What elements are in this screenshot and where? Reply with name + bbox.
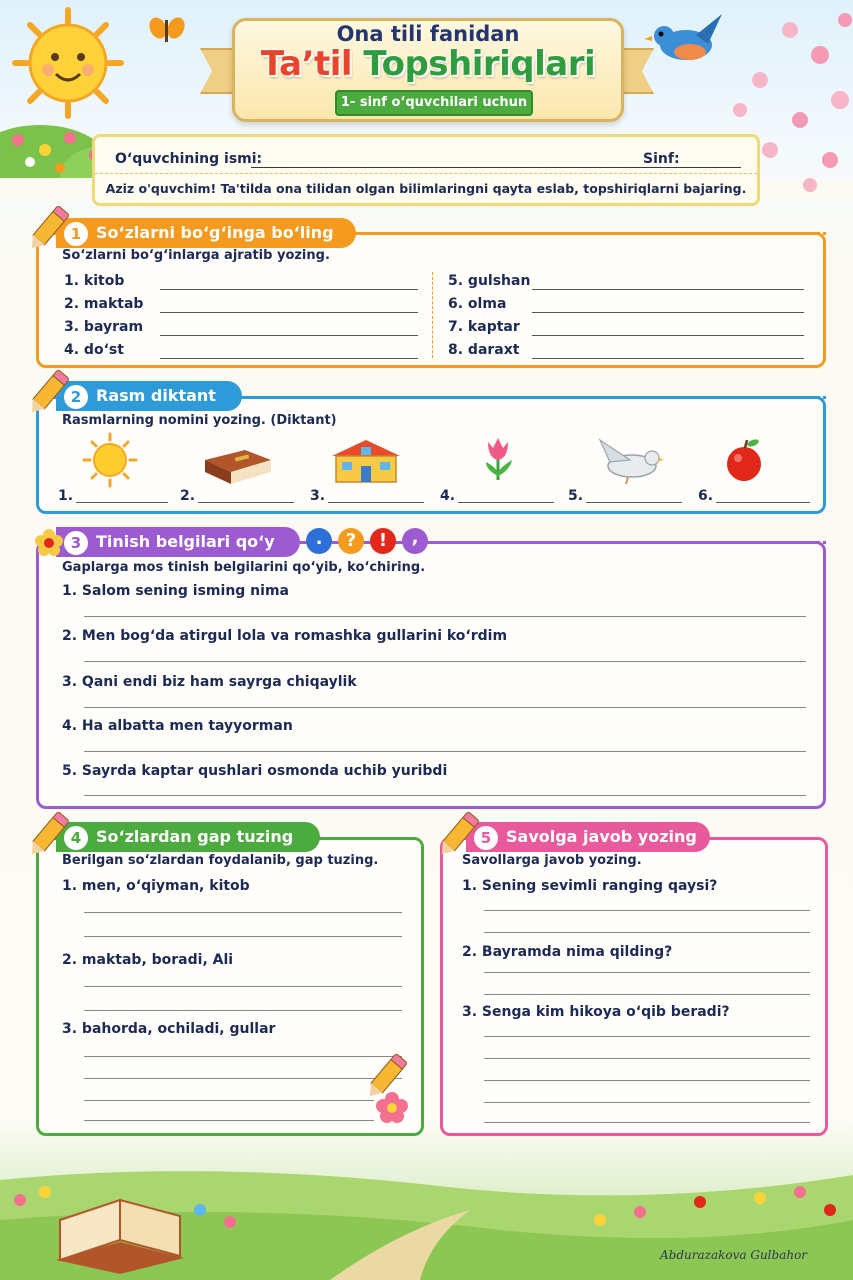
picture-label: 6. [698, 488, 714, 504]
section-4-title: So‘zlardan gap tuzing [96, 827, 294, 846]
word-item: 7. kaptar [448, 319, 520, 335]
answer-line[interactable] [484, 1080, 810, 1081]
section-5-instruction: Savollarga javob yozing. [462, 853, 642, 868]
word-item: 8. daraxt [448, 342, 520, 358]
section-1-instruction: So‘zlarni bo‘g‘inlarga ajratib yozing. [62, 248, 330, 263]
word-set-item: 3. bahorda, ochiladi, gullar [62, 1021, 276, 1037]
picture-row [60, 432, 820, 490]
answer-line[interactable] [484, 994, 810, 995]
question-item: 3. Senga kim hikoya o‘qib beradi? [462, 1004, 730, 1020]
section-2-title: Rasm diktant [96, 386, 216, 405]
section-5-number: 5 [474, 826, 498, 850]
word-item: 5. gulshan [448, 273, 531, 289]
word-set-item: 2. maktab, boradi, Ali [62, 952, 234, 968]
answer-line[interactable] [484, 1058, 810, 1059]
picture-label: 5. [568, 488, 584, 504]
section-1-number: 1 [64, 222, 88, 246]
answer-line[interactable] [84, 1100, 374, 1101]
section-3-tab [56, 527, 300, 557]
section-3-instruction: Gaplarga mos tinish belgilarini qo‘yib, ko‘chiring. [62, 560, 426, 575]
answer-line[interactable] [84, 751, 806, 752]
section-2-instruction: Rasmlarning nomini yozing. (Diktant) [62, 413, 337, 428]
answer-line[interactable] [484, 972, 810, 973]
section-4-tab [56, 822, 320, 852]
answer-line[interactable] [328, 502, 424, 503]
sentence-item: 2. Men bog‘da atirgul lola va romashka gullarini ko‘rdim [62, 628, 508, 644]
picture-label: 2. [180, 488, 196, 504]
section-2-number: 2 [64, 385, 88, 409]
bird-icon [644, 14, 722, 60]
answer-line[interactable] [586, 502, 682, 503]
tulip-icon [486, 438, 512, 480]
answer-line[interactable] [716, 502, 810, 503]
class-label: Sinf: [643, 151, 680, 167]
answer-line[interactable] [84, 661, 806, 662]
school-icon [332, 440, 400, 482]
answer-line[interactable] [198, 502, 294, 503]
period-mark: . [306, 528, 332, 554]
picture-label: 4. [440, 488, 456, 504]
picture-label: 3. [310, 488, 326, 504]
section-1-tab [56, 218, 356, 248]
word-item: 6. olma [448, 296, 507, 312]
butterfly-icon [146, 15, 188, 42]
answer-line[interactable] [84, 986, 402, 987]
section-3-title: Tinish belgilari qo‘y [96, 532, 275, 551]
student-name-line[interactable] [251, 167, 731, 168]
flower-icon [34, 528, 64, 558]
sun-icon [84, 434, 136, 486]
answer-line[interactable] [84, 1078, 402, 1079]
title-part-1: Ta’til [260, 44, 364, 84]
answer-line[interactable] [160, 289, 418, 290]
picture-label: 1. [58, 488, 74, 504]
grade-ribbon: 1- sinf o‘quvchilari uchun [335, 90, 533, 116]
column-divider [432, 272, 433, 358]
answer-line[interactable] [532, 358, 804, 359]
comma-mark: , [402, 528, 428, 554]
class-line[interactable] [691, 167, 741, 168]
section-2-tab [56, 381, 242, 411]
sentence-item: 1. Salom sening isming nima [62, 583, 289, 599]
student-name-label: O‘quvchining ismi: [115, 151, 263, 167]
answer-line[interactable] [484, 932, 810, 933]
answer-line[interactable] [160, 312, 418, 313]
book-icon [205, 450, 271, 484]
answer-line[interactable] [484, 1122, 810, 1123]
header-subtitle: Ona tili fanidan [336, 22, 520, 46]
author-signature: Abdurazakova Gulbahor [660, 1248, 808, 1262]
word-item: 3. bayram [64, 319, 144, 335]
section-3-number: 3 [64, 531, 88, 555]
answer-line[interactable] [532, 335, 804, 336]
exclamation-mark: ! [370, 528, 396, 554]
question-mark: ? [338, 528, 364, 554]
flower-icon [370, 1090, 414, 1126]
intro-text: Aziz o'quvchim! Ta'tilda ona tilidan olgan bilimlaringni qayta eslab, topshiriqlarni bajaring. [105, 181, 747, 196]
title-part-2: Topshiriqlari [363, 44, 596, 84]
answer-line[interactable] [160, 335, 418, 336]
question-item: 2. Bayramda nima qilding? [462, 944, 673, 960]
answer-line[interactable] [84, 936, 402, 937]
dove-icon [600, 440, 664, 484]
answer-line[interactable] [484, 1102, 810, 1103]
question-item: 1. Sening sevimli ranging qaysi? [462, 878, 718, 894]
answer-line[interactable] [84, 1010, 402, 1011]
sentence-item: 3. Qani endi biz ham sayrga chiqaylik [62, 674, 357, 690]
sentence-item: 4. Ha albatta men tayyorman [62, 718, 293, 734]
divider [95, 173, 757, 174]
word-set-item: 1. men, o‘qiyman, kitob [62, 878, 250, 894]
answer-line[interactable] [484, 910, 810, 911]
word-item: 2. maktab [64, 296, 144, 312]
answer-line[interactable] [532, 289, 804, 290]
sun-icon [15, 10, 121, 116]
section-4-number: 4 [64, 826, 88, 850]
apple-icon [727, 438, 761, 481]
answer-line[interactable] [160, 358, 418, 359]
section-5-title: Savolga javob yozing [506, 827, 697, 846]
word-item: 1. kitob [64, 273, 125, 289]
answer-line[interactable] [458, 502, 554, 503]
answer-line[interactable] [84, 795, 806, 796]
sentence-item: 5. Sayrda kaptar qushlari osmonda uchib yuribdi [62, 763, 448, 779]
section-1-title: So‘zlarni bo‘g‘inga bo‘ling [96, 223, 334, 242]
section-5-tab [466, 822, 710, 852]
answer-line[interactable] [84, 912, 402, 913]
answer-line[interactable] [84, 707, 806, 708]
answer-line[interactable] [484, 1036, 810, 1037]
answer-line[interactable] [84, 616, 806, 617]
answer-line[interactable] [76, 502, 168, 503]
word-item: 4. do‘st [64, 342, 124, 358]
section-4-instruction: Berilgan so‘zlardan foydalanib, gap tuzing. [62, 853, 379, 868]
answer-line[interactable] [84, 1056, 402, 1057]
answer-line[interactable] [532, 312, 804, 313]
student-info-box [92, 134, 760, 206]
page-title [232, 44, 624, 84]
answer-line[interactable] [84, 1120, 374, 1121]
